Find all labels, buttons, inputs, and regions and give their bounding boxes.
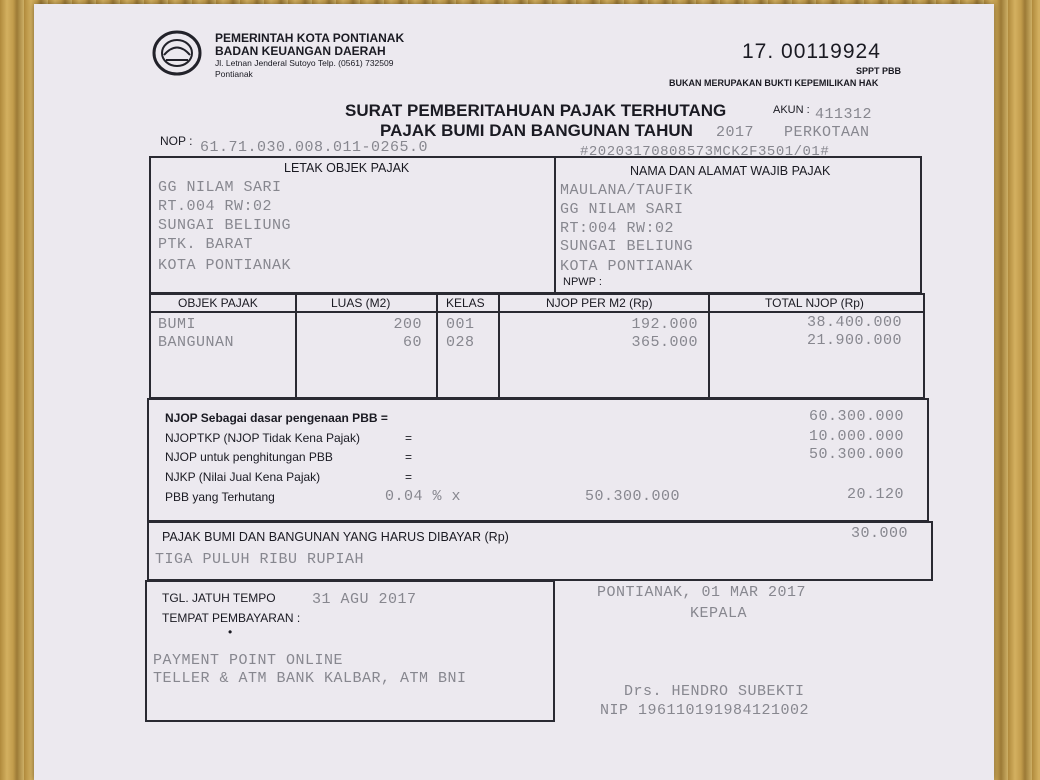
col-divider xyxy=(498,294,500,398)
payable-words: TIGA PULUH RIBU RUPIAH xyxy=(155,551,365,568)
taxpayer-line: KOTA PONTIANAK xyxy=(560,258,694,275)
signer-name: Drs. HENDRO SUBEKTI xyxy=(624,683,805,700)
equals-sign: = xyxy=(405,470,413,484)
njkp-label: NJKP (Nilai Jual Kena Pajak) xyxy=(165,470,321,484)
col-header: NJOP PER M2 (Rp) xyxy=(546,296,653,310)
col-header: OBJEK PAJAK xyxy=(178,296,258,310)
pbb-rate: 0.04 % x xyxy=(385,488,462,505)
njoptkp-label: NJOPTKP (NJOP Tidak Kena Pajak) xyxy=(165,431,360,445)
location-line: GG NILAM SARI xyxy=(158,179,282,196)
table-cell-njop-m2: 365.000 xyxy=(631,334,698,351)
table-cell-luas: 200 xyxy=(393,316,422,333)
tax-area: PERKOTAAN xyxy=(784,124,870,141)
table-cell-name: BUMI xyxy=(158,316,197,333)
due-label: TGL. JATUH TEMPO xyxy=(162,591,276,605)
basis-label: NJOP Sebagai dasar pengenaan PBB = xyxy=(165,411,388,425)
col-divider xyxy=(436,294,438,398)
title-line-1: SURAT PEMBERITAHUAN PAJAK TERHUTANG xyxy=(345,101,727,120)
table-cell-kelas: 028 xyxy=(446,334,475,351)
payment-place-line: PAYMENT POINT ONLINE xyxy=(153,652,344,669)
col-header: KELAS xyxy=(446,296,485,310)
col-header: LUAS (M2) xyxy=(331,296,391,310)
basis-value: 60.300.000 xyxy=(808,408,904,425)
akun-value: 411312 xyxy=(815,106,873,123)
address-divider xyxy=(554,157,556,293)
agency-name: BADAN KEUANGAN DAERAH xyxy=(215,44,386,58)
pbb-label: PBB yang Terhutang xyxy=(165,490,275,504)
city-seal-logo xyxy=(152,30,202,76)
col-divider xyxy=(708,294,710,398)
taxpayer-line: RT:004 RW:02 xyxy=(560,220,675,237)
table-cell-total: 21.900.000 xyxy=(806,332,902,349)
title-line-2: PAJAK BUMI DAN BANGUNAN TAHUN xyxy=(380,121,693,140)
location-line: SUNGAI BELIUNG xyxy=(158,217,292,234)
table-cell-total: 38.400.000 xyxy=(806,314,902,331)
nop-value: 61.71.030.008.011-0265.0 xyxy=(200,139,429,156)
location-line: RT.004 RW:02 xyxy=(158,198,273,215)
tax-year: 2017 xyxy=(716,124,755,141)
taxpayer-line: GG NILAM SARI xyxy=(560,201,684,218)
table-cell-name: BANGUNAN xyxy=(158,334,235,351)
taxpayer-header: NAMA DAN ALAMAT WAJIB PAJAK xyxy=(630,164,831,178)
njoptkp-value: 10.000.000 xyxy=(808,428,904,445)
location-header: LETAK OBJEK PAJAK xyxy=(284,161,410,175)
njop-calc-value: 50.300.000 xyxy=(808,446,904,463)
col-header: TOTAL NJOP (Rp) xyxy=(765,296,864,310)
equals-sign: = xyxy=(405,431,413,445)
njop-calc-label: NJOP untuk penghitungan PBB xyxy=(165,450,333,464)
payable-amount: 30.000 xyxy=(850,525,908,542)
ownership-disclaimer: BUKAN MERUPAKAN BUKTI KEPEMILIKAN HAK xyxy=(669,78,879,88)
document-type: SPPT PBB xyxy=(856,66,902,76)
barcode-text: #20203170808573MCK2F3501/01# xyxy=(580,144,830,160)
akun-label: AKUN : xyxy=(773,104,810,116)
signer-nip: NIP 196110191984121002 xyxy=(600,702,810,719)
equals-sign: = xyxy=(405,450,413,464)
location-line: PTK. BARAT xyxy=(158,236,254,253)
agency-city: Pontianak xyxy=(215,69,253,79)
govt-name: PEMERINTAH KOTA PONTIANAK xyxy=(215,31,405,45)
payable-label: PAJAK BUMI DAN BANGUNAN YANG HARUS DIBAYAR (Rp) xyxy=(162,530,509,544)
payment-place-line: TELLER & ATM BANK KALBAR, ATM BNI xyxy=(153,670,467,687)
city-date: PONTIANAK, 01 MAR 2017 xyxy=(597,584,807,601)
col-divider xyxy=(295,294,297,398)
signer-position: KEPALA xyxy=(690,605,748,622)
taxpayer-line: MAULANA/TAUFIK xyxy=(560,182,694,199)
table-cell-luas: 60 xyxy=(402,334,422,351)
taxpayer-line: SUNGAI BELIUNG xyxy=(560,238,694,255)
location-line: KOTA PONTIANAK xyxy=(158,257,292,274)
document-number: 17. 00119924 xyxy=(742,40,881,63)
nop-label: NOP : xyxy=(160,134,193,148)
pbb-base: 50.300.000 xyxy=(585,488,681,505)
table-cell-njop-m2: 192.000 xyxy=(631,316,698,333)
pbb-value: 20.120 xyxy=(846,486,904,503)
bullet-mark: • xyxy=(228,625,233,639)
place-label: TEMPAT PEMBAYARAN : xyxy=(162,611,301,625)
npwp-label: NPWP : xyxy=(563,276,602,288)
table-cell-kelas: 001 xyxy=(446,316,475,333)
agency-address: Jl. Letnan Jenderal Sutoyo Telp. (0561) 732509 xyxy=(215,58,394,68)
due-value: 31 AGU 2017 xyxy=(312,591,417,608)
table-header-divider xyxy=(150,311,924,313)
